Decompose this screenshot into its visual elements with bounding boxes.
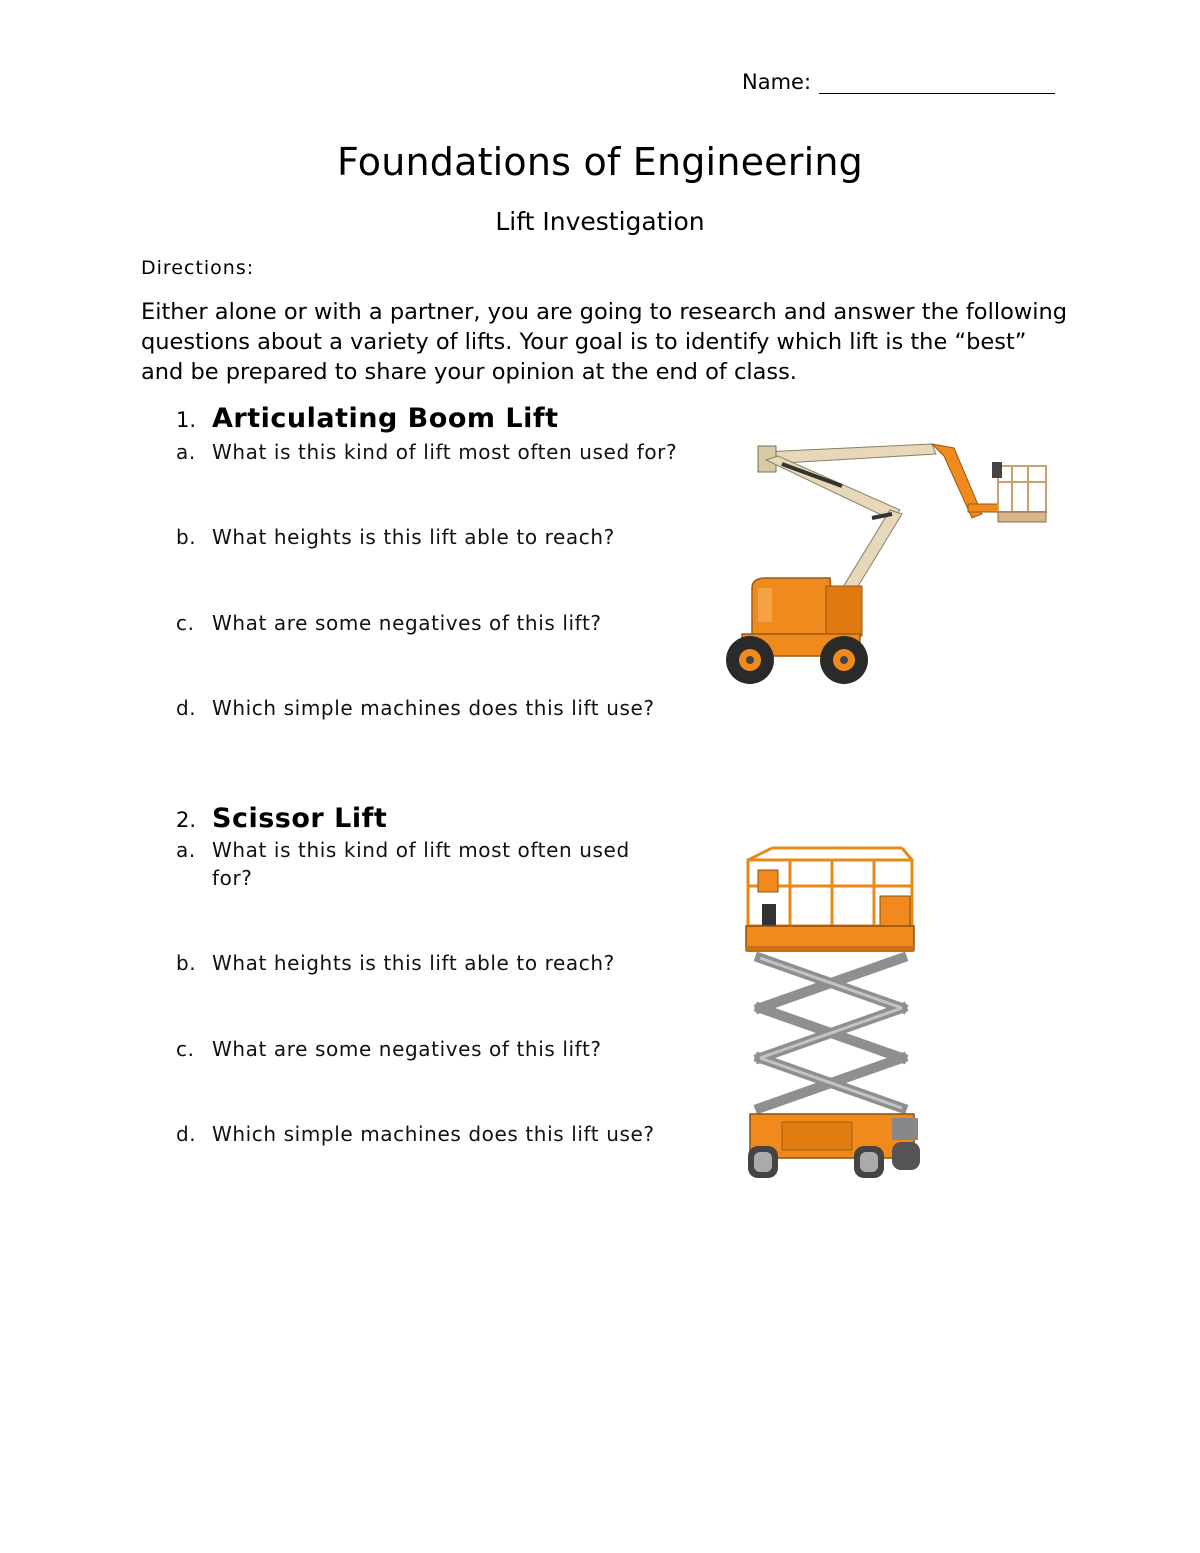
question-letter: c. — [176, 611, 195, 635]
question-text: What is this kind of lift most often used for? — [212, 838, 630, 890]
question-text: Which simple machines does this lift use? — [212, 1122, 655, 1146]
page-title: Foundations of Engineering — [337, 140, 863, 184]
section-heading-scissor-lift — [176, 803, 387, 834]
question-1a — [176, 438, 732, 466]
question-text: What heights is this lift able to reach? — [212, 951, 615, 975]
articulating-boom-lift-image — [722, 438, 1054, 686]
question-2a — [176, 836, 652, 892]
scissor-lift-image — [742, 846, 924, 1184]
section-title: Articulating Boom Lift — [212, 403, 559, 434]
question-letter: b. — [176, 951, 197, 975]
question-text: What are some negatives of this lift? — [212, 611, 602, 635]
directions-label: Directions: — [141, 257, 255, 279]
question-text: What is this kind of lift most often used for? — [212, 440, 678, 464]
question-2c — [176, 1035, 732, 1063]
question-letter: a. — [176, 838, 196, 862]
directions-text: Either alone or with a partner, you are going to research and answer the following questions about a variety of lifts. Your goal is to identify which lift is the “best” and be prepared to share your opinion at the end of class. — [141, 299, 1068, 385]
section-number: 1. — [176, 408, 197, 432]
question-2b — [176, 949, 732, 977]
question-1c — [176, 609, 732, 637]
section-number: 2. — [176, 808, 197, 832]
section-heading-boom-lift — [176, 403, 559, 434]
question-letter: a. — [176, 440, 196, 464]
question-1b — [176, 523, 732, 551]
section-title: Scissor Lift — [212, 803, 388, 834]
name-label: Name: — [742, 70, 812, 94]
name-field[interactable] — [742, 70, 1055, 94]
name-blank-line[interactable] — [819, 71, 1055, 94]
page-subtitle: Lift Investigation — [495, 207, 705, 236]
question-1d — [176, 694, 732, 722]
question-text: What are some negatives of this lift? — [212, 1037, 602, 1061]
question-text: Which simple machines does this lift use? — [212, 696, 655, 720]
question-letter: d. — [176, 696, 197, 720]
question-letter: d. — [176, 1122, 197, 1146]
question-letter: c. — [176, 1037, 195, 1061]
question-2d — [176, 1120, 732, 1148]
question-text: What heights is this lift able to reach? — [212, 525, 615, 549]
question-letter: b. — [176, 525, 197, 549]
